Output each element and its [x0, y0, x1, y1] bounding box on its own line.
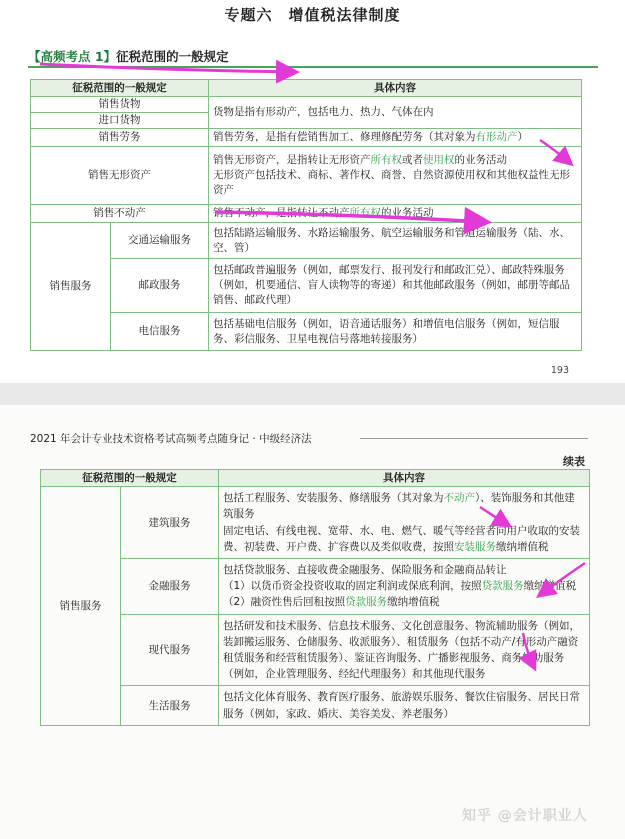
page-193	[0, 0, 625, 383]
construction-content	[219, 487, 590, 559]
chapter-title: 专题六 增值税法律制度	[224, 6, 401, 24]
finance-text-e: 缴纳增值税	[387, 596, 440, 609]
table-row	[41, 614, 590, 686]
header-content: 具体内容	[209, 80, 582, 97]
table-row	[31, 259, 582, 313]
table-row	[31, 129, 582, 147]
realestate-text-end: 的业务活动	[381, 207, 434, 219]
section-title: 征税范围的一般规定	[116, 49, 229, 64]
transport-content: 包括陆路运输服务、水路运输服务、航空运输服务和管道运输服务（陆、水、空、管）	[209, 223, 582, 259]
page-number: 193	[550, 365, 569, 376]
realestate-text: 销售不动产，是指转让不动产	[213, 207, 350, 219]
labor-text: 销售劳务，是指有偿销售加工、修理修配劳务（其对象为	[213, 131, 476, 143]
table-row	[41, 559, 590, 615]
finance-content	[219, 559, 590, 615]
cat-realestate: 销售不动产	[31, 205, 209, 223]
table-row	[31, 223, 582, 259]
watermark: 知乎 @会计职业人	[462, 808, 588, 824]
finance-text-b: （1）以货币资金投资收取的固定利润或保底利润，按照	[223, 580, 482, 593]
construction-highlight-realestate: 不动产	[443, 492, 475, 505]
cat-goods-sale: 销售货物	[31, 97, 209, 113]
cat-labor: 销售劳务	[31, 129, 209, 147]
intangible-highlight-ownership: 所有权	[370, 154, 402, 166]
section-tag: 【高频考点 1】	[28, 49, 117, 64]
postal-content: 包括邮政普遍服务（例如，邮票发行、报刊发行和邮政汇兑）、邮政特殊服务（例如，机要通信、盲人读物等的寄递）和其他邮政服务（例如，邮册等邮品销售、邮政代理）	[209, 259, 582, 313]
intangible-definition: 无形资产包括技术、商标、著作权、商誉、自然资源使用权和其他权益性无形资产	[213, 169, 570, 196]
finance-highlight-loan-1: 贷款服务	[481, 580, 524, 593]
labor-text-end: ）	[517, 131, 528, 143]
construction-highlight-install: 安装服务	[454, 540, 496, 553]
subcat-postal: 邮政服务	[111, 259, 209, 313]
continued-label: 续表	[563, 455, 585, 468]
subcat-modern: 现代服务	[121, 614, 219, 686]
labor-content	[209, 129, 582, 147]
subcat-construction: 建筑服务	[121, 487, 219, 559]
header-scope: 征税范围的一般规定	[31, 80, 209, 97]
table-row	[41, 487, 590, 559]
construction-text: 包括工程服务、安装服务、修缮服务（其对象为	[223, 492, 444, 505]
subcat-finance: 金融服务	[121, 559, 219, 615]
construction-text-d: 缴纳增值税	[496, 540, 549, 553]
modern-content: 包括研发和技术服务、信息技术服务、文化创意服务、物流辅助服务（例如，装卸搬运服务、仓储服务、收派服务）、租赁服务（包括不动产/有形动产融资租赁服务和经营租赁服务）、鉴证咨询服务、广播影视服务、商务辅助服务（例如，企业管理服务、经纪代理服务）和其他现代服务	[219, 614, 590, 686]
table-header-row	[41, 470, 590, 487]
header-scope: 征税范围的一般规定	[41, 470, 219, 487]
construction-text-c: 固定电话、有线电视、宽带、水、电、燃气、暖气等经营者向用户收取的安装费、初装费、开户费、扩容费以及类似收费，按照	[223, 524, 580, 553]
table-row	[31, 97, 582, 113]
telecom-content: 包括基础电信服务（例如，语音通话服务）和增值电信服务（例如，短信服务、彩信服务、卫星电视信号落地转接服务）	[209, 313, 582, 351]
section-heading	[28, 46, 598, 68]
intangible-highlight-use-right: 使用权	[423, 154, 455, 166]
subcat-telecom: 电信服务	[111, 313, 209, 351]
running-head: 2021 年会计专业技术资格考试高频考点随身记 · 中级经济法	[30, 433, 312, 445]
finance-text-c: 缴纳增值税	[523, 580, 577, 593]
labor-highlight: 有形动产	[475, 131, 518, 143]
cat-services: 销售服务	[31, 223, 111, 351]
intangible-text-or: 或者	[402, 154, 423, 166]
finance-text: 包括贷款服务、直接收费金融服务、保险服务和金融商品转让	[223, 564, 507, 577]
table-row	[41, 686, 590, 725]
realestate-content	[209, 205, 582, 223]
realestate-highlight: 所有权	[349, 207, 381, 219]
cat-intangible: 销售无形资产	[31, 147, 209, 205]
finance-highlight-loan-2: 贷款服务	[345, 596, 388, 609]
header-rule	[360, 438, 588, 439]
tax-scope-table	[30, 79, 582, 351]
finance-text-d: （2）融资性售后回租按照	[223, 596, 346, 609]
intangible-text-end: 的业务活动	[454, 154, 507, 166]
table-row	[31, 313, 582, 351]
table-header-row	[31, 80, 582, 97]
tax-scope-table-continued	[40, 469, 590, 726]
goods-content: 货物是指有形动产，包括电力、热力、气体在内	[209, 97, 582, 129]
page-194	[0, 405, 625, 839]
page-gap	[0, 383, 625, 405]
intangible-text: 销售无形资产，是指转让无形资产	[213, 154, 371, 166]
cat-services: 销售服务	[41, 487, 121, 726]
table-row	[31, 205, 582, 223]
subcat-transport: 交通运输服务	[111, 223, 209, 259]
subcat-life: 生活服务	[121, 686, 219, 725]
header-content: 具体内容	[219, 470, 590, 487]
construction-text-b: ）、装饰服务和其他建筑服务	[223, 492, 575, 521]
life-content: 包括文化体育服务、教育医疗服务、旅游娱乐服务、餐饮住宿服务、居民日常服务（例如，家政、婚庆、美容美发、养老服务）	[219, 686, 590, 725]
cat-goods-import: 进口货物	[31, 113, 209, 129]
intangible-content	[209, 147, 582, 205]
table-row	[31, 147, 582, 205]
